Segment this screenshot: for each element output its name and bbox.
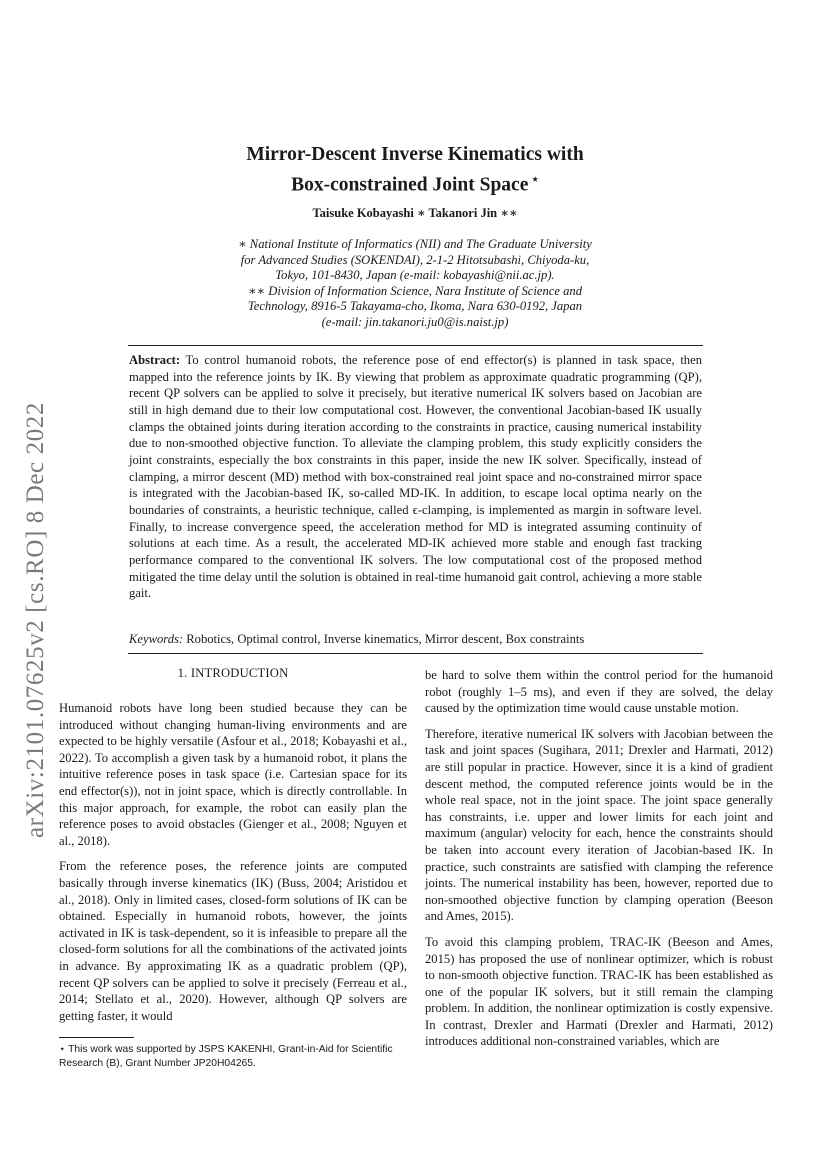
affiliation-line: for Advanced Studies (SOKENDAI), 2-1-2 Hitotsubashi, Chiyoda-ku, <box>240 252 590 267</box>
arxiv-identifier-stamp <box>14 370 58 870</box>
keywords-label: Keywords: <box>129 632 184 646</box>
affiliation-line: Tokyo, 101-8430, Japan (e-mail: kobayashi@nii.ac.jp). <box>275 268 555 283</box>
affiliation-line: (e-mail: jin.takanori.ju0@is.naist.jp) <box>321 314 509 329</box>
abstract-top-rule <box>128 345 703 346</box>
right-column <box>425 667 773 1059</box>
title-footnote-mark: ⋆ <box>528 172 539 186</box>
section-heading-introduction: 1. INTRODUCTION <box>177 666 289 680</box>
keywords-bottom-rule <box>128 653 703 654</box>
keywords-text: Robotics, Optimal control, Inverse kinematics, Mirror descent, Box constraints <box>186 632 585 646</box>
title-line-2-text: Box-constrained Joint Space <box>291 174 529 196</box>
author-list: Taisuke Kobayashi ∗ Takanori Jin ∗∗ <box>312 206 518 220</box>
left-column <box>59 700 407 1033</box>
title-line-1: Mirror-Descent Inverse Kinematics with <box>246 144 584 165</box>
abstract-label: Abstract: <box>129 353 181 367</box>
footnote-rule <box>59 1037 134 1038</box>
keywords <box>129 631 702 647</box>
title-line-2 <box>150 167 680 198</box>
body-paragraph: Humanoid robots have long been studied because they can be introduced without changing human-living environments and are expected to be highly versatile (Asfour et al., 2018; Kobayashi et al., 2022). To accomplish a given task by a humanoid robot, it plans the intuitive reference poses in task space (i.e. Cartesian space for its end effector(s)), not in joint space, which is directly controllable. In this major approach, for example, the robot can easily plan the reference poses to avoid obstacles (Gienger et al., 2008; Nguyen et al., 2018). <box>59 701 407 848</box>
arxiv-identifier-text: arXiv:2101.07625v2 [cs.RO] 8 Dec 2022 <box>22 401 49 839</box>
affiliations <box>170 237 660 331</box>
body-paragraph: be hard to solve them within the control period for the humanoid robot (roughly 1–5 ms), and even if they are solved, the delay caused by the optimization time would cause unstable motion. <box>425 668 773 716</box>
footnote: ⋆ This work was supported by JSPS KAKENHI, Grant-in-Aid for Scientific Research (B), Grant Number JP20H04265. <box>59 1044 393 1069</box>
abstract-text: To control humanoid robots, the reference pose of end effector(s) is planned in task space, then mapped into the reference joints by IK. By viewing that problem as approximate quadratic programming (QP), recent QP solvers can be applied to solve it precisely, but iterative numerical IK solvers based on Jacobian are still in high demand due to their low computational cost. However, the conventional Jacobian-based IK usually clamps the obtained joints during iteration according to the constraints in practice, causing numerical instability due to non-smoothed objective function. To alleviate the clamping problem, this study explicitly considers the joint constraints, especially the box constraints in this paper, inside the new IK solver. Specifically, instead of clamping, a mirror descent (MD) method with box-constrained real joint space and no-constrained mirror space is integrated with the Jacobian-based IK, so-called MD-IK. In addition, to escape local optima nearly on the boundaries of constraints, a heuristic technique, called ϵ-clamping, is implemented as margin in software level. Finally, to increase convergence speed, the acceleration method for MD is integrated assuming continuity of solutions at each time. As a result, the accelerated MD-IK achieved more stable and enough fast tracking performance compared to the conventional IK solvers. The low computational cost of the proposed method mitigated the time delay until the solution is obtained in real-time humanoid gait control, achieving a more stable gait. <box>129 353 702 601</box>
affiliation-line: ∗ National Institute of Informatics (NII) and The Graduate University <box>238 237 592 251</box>
affiliation-line: Technology, 8916-5 Takayama-cho, Ikoma, Nara 630-0192, Japan <box>247 299 583 314</box>
affiliation-line: ∗∗ Division of Information Science, Nara Institute of Science and <box>247 283 582 298</box>
body-paragraph: To avoid this clamping problem, TRAC-IK (Beeson and Ames, 2015) has proposed the use of nonlinear optimizer, which is robust to non-smooth objective function. TRAC-IK has been established as one of the popular IK solvers, but it still remain the clamping problem. In addition, the nonlinear optimization is costly expensive. In contrast, Drexler and Harmati (Drexler and Harmati, 2012) introduces additional non-constrained variables, which are <box>425 934 773 1049</box>
body-paragraph: From the reference poses, the reference joints are computed basically through inverse kinematics (IK) (Buss, 2004; Aristidou et al., 2018). Only in limited cases, closed-form solutions of IK can be obtained. Especially in humanoid robots, however, the joints activated in IK is task-dependent, so it is infeasible to prepare all the closed-form solutions for all the combinations of the activated joints in advance. By approximating IK as a quadratic problem (QP), recent QP solvers can be applied to solve it precisely (Ferreau et al., 2014; Stellato et al., 2020). However, although QP solvers are getting faster, it would <box>59 859 407 1023</box>
body-paragraph: Therefore, iterative numerical IK solvers with Jacobian between the task and joint spaces (Sugihara, 2011; Drexler and Harmati, 2012) are still popular in practice. However, since it is a kind of gradient descent method, the computed reference joints would be in the whole real space, not in the joint space. The joint space generally has constraints, i.e. upper and lower limits for each joint and maximum (angular) velocity for each, hence the constraints should be taken into account every iteration of Jacobian-based IK. In practice, such constraints are satisfied with clamping the reference joints. The numerical instability has been, however, reported due to non-smoothed objective function by clamping operation (Beeson and Ames, 2015). <box>425 726 773 924</box>
abstract <box>129 352 702 602</box>
paper-title <box>150 142 680 198</box>
